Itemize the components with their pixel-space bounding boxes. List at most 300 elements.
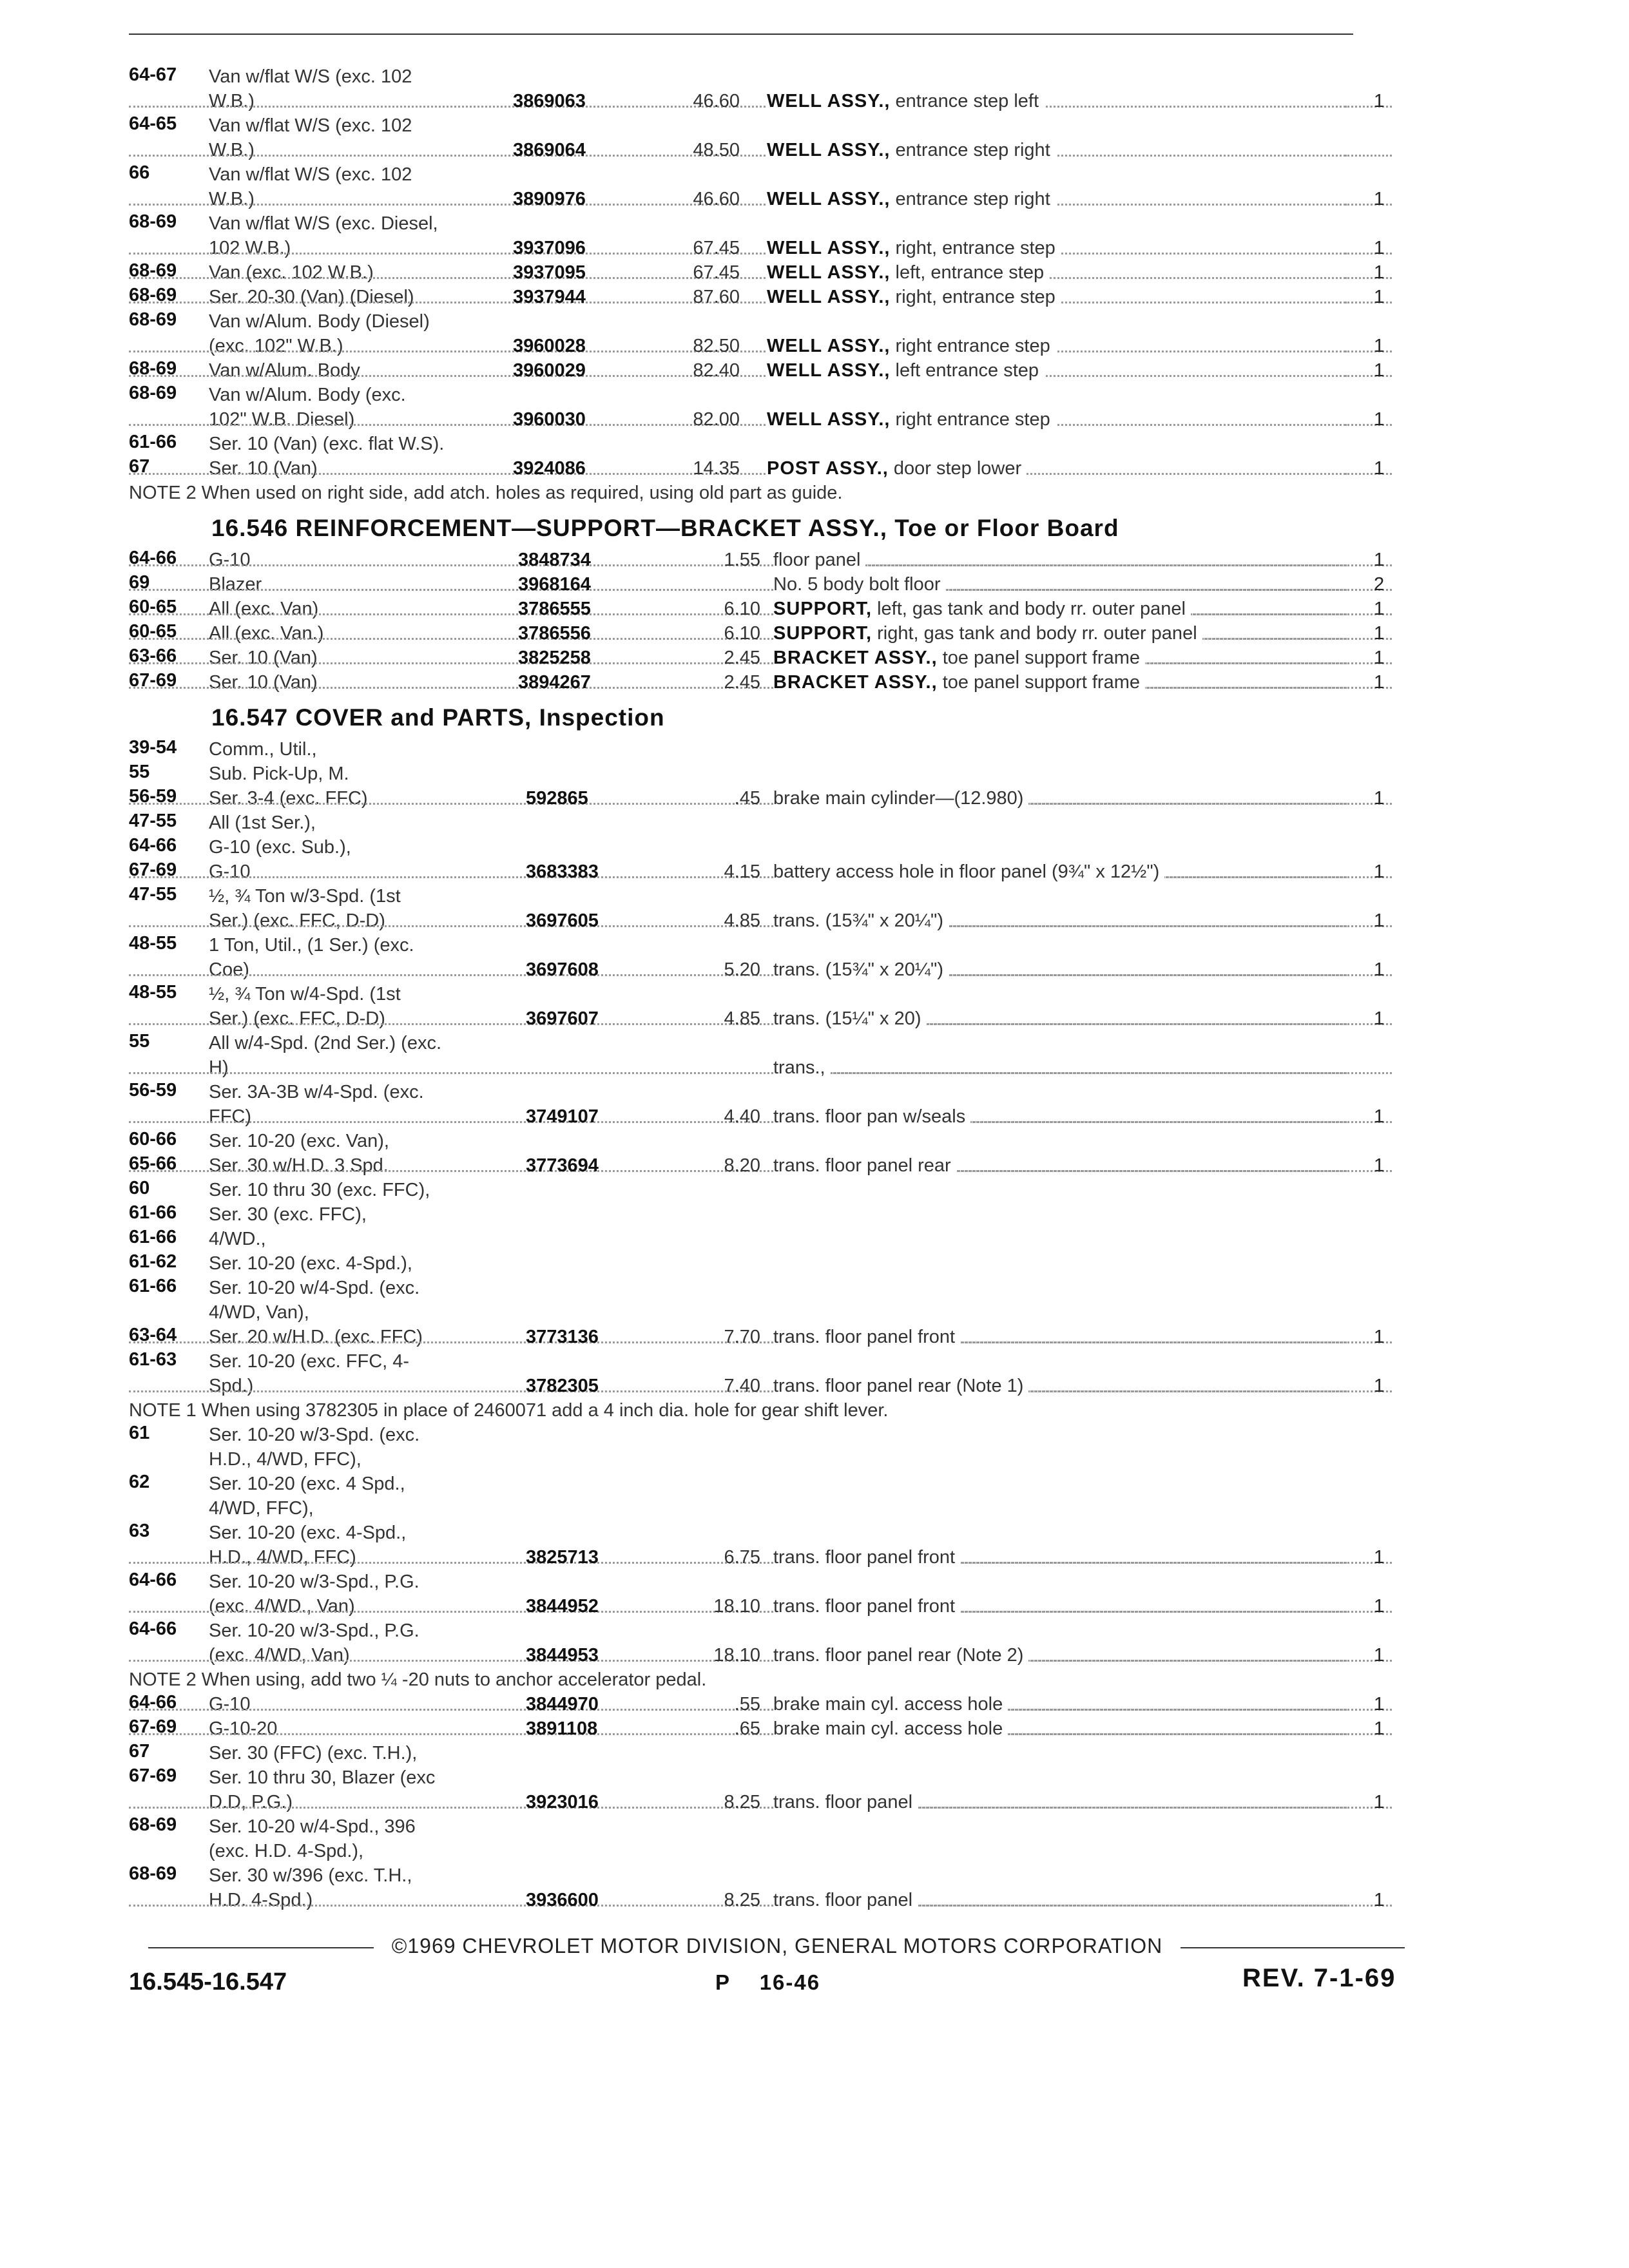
- model-application: Sub. Pick-Up, M.: [209, 764, 349, 784]
- page-number: [715, 1970, 820, 1995]
- parts-row: [129, 1178, 1392, 1202]
- model-years: 60-66: [129, 1129, 177, 1149]
- model-application: G-10: [209, 1694, 251, 1715]
- model-years: 61-66: [129, 1227, 177, 1247]
- list-price: 67.45: [693, 238, 740, 258]
- list-price: 5.20: [724, 959, 760, 980]
- model-application: ½, ¾ Ton w/4-Spd. (1st Ser.) (exc. FFC, D-D): [209, 984, 401, 1029]
- quantity: 1: [1374, 189, 1385, 209]
- part-name: WELL ASSY.,: [767, 409, 891, 430]
- list-price: 6.75: [724, 1547, 760, 1568]
- part-detail: right entrance step: [895, 336, 1050, 356]
- description-text: [773, 670, 1145, 695]
- part-description: [773, 1888, 1347, 1912]
- model-years: 64-66: [129, 1570, 177, 1590]
- parts-row: [129, 548, 1392, 572]
- list-price: 82.00: [693, 409, 740, 430]
- model-years: 47-55: [129, 811, 177, 831]
- part-number: 3697605: [526, 910, 599, 931]
- quantity: 1: [1374, 788, 1385, 809]
- part-description: [767, 187, 1347, 211]
- parts-row: [129, 1716, 1392, 1741]
- list-price: 1.55: [724, 550, 760, 570]
- part-number: 3869064: [513, 140, 586, 160]
- part-number: 3773136: [526, 1327, 599, 1347]
- parts-row: [129, 1570, 1392, 1619]
- description-text: [773, 646, 1145, 670]
- model-years: 68-69: [129, 211, 177, 232]
- part-number: 3923016: [526, 1792, 599, 1812]
- part-description: [773, 1006, 1347, 1031]
- quantity: 1: [1374, 672, 1385, 693]
- part-detail: right, gas tank and body rr. outer panel: [877, 623, 1197, 644]
- list-price: 67.45: [693, 262, 740, 283]
- quantity: 1: [1374, 1008, 1385, 1029]
- model-years: 67-69: [129, 1716, 177, 1737]
- parts-row: [129, 884, 1392, 933]
- part-description: [767, 407, 1347, 432]
- quantity: 1: [1374, 458, 1385, 479]
- model-application: Ser. 10-20 (exc. 4-Spd., H.D., 4/WD, FFC): [209, 1523, 407, 1568]
- parts-row: [129, 64, 1392, 113]
- part-number: 3782305: [526, 1376, 599, 1396]
- part-number: 3924086: [513, 458, 586, 479]
- model-years: 48-55: [129, 982, 177, 1003]
- parts-row: [129, 786, 1392, 811]
- copyright-line: ©1969 CHEVROLET MOTOR DIVISION, GENERAL MOTORS CORPORATION: [391, 1934, 1163, 1957]
- parts-row: [129, 285, 1392, 309]
- parts-row: [129, 383, 1392, 432]
- parts-row: [129, 1863, 1392, 1912]
- part-description: [773, 1790, 1347, 1814]
- part-detail: trans. floor panel: [773, 1792, 913, 1812]
- part-detail: brake main cyl. access hole: [773, 1718, 1003, 1739]
- description-text: [773, 957, 949, 982]
- part-name: WELL ASSY.,: [767, 336, 891, 356]
- part-detail: trans.,: [773, 1057, 825, 1078]
- section-note: NOTE 2 When used on right side, add atch. holes as required, using old part as guide.: [129, 483, 843, 503]
- model-years: 68-69: [129, 383, 177, 403]
- description-text: [773, 572, 946, 597]
- part-detail: trans. (15¼" x 20): [773, 1008, 921, 1029]
- model-years: 60-65: [129, 597, 177, 617]
- row-detail-line: [129, 957, 1392, 982]
- model-years: 56-59: [129, 1080, 177, 1100]
- part-detail: brake main cyl. access hole: [773, 1694, 1003, 1715]
- row-detail-line: [129, 1790, 1392, 1814]
- model-application: G-10: [209, 861, 251, 882]
- model-application: Ser. 30 w/H.D. 3 Spd.: [209, 1155, 389, 1176]
- parts-row: [129, 113, 1392, 162]
- parts-row: [129, 646, 1392, 670]
- description-text: [767, 456, 1027, 481]
- list-price: 48.50: [693, 140, 740, 160]
- quantity: 1: [1374, 599, 1385, 619]
- quantity: 1: [1374, 550, 1385, 570]
- row-detail-line: [129, 236, 1392, 260]
- row-detail-line: [129, 89, 1392, 113]
- part-name: POST ASSY.,: [767, 458, 889, 479]
- model-application: G-10-20: [209, 1718, 278, 1739]
- model-years: 56-59: [129, 786, 177, 807]
- description-text: [767, 236, 1061, 260]
- quantity: 1: [1374, 287, 1385, 307]
- model-application: Ser. 10-20 (exc. FFC, 4- Spd.): [209, 1351, 410, 1396]
- part-description: [773, 597, 1347, 621]
- model-years: 67-69: [129, 860, 177, 880]
- part-detail: left, gas tank and body rr. outer panel: [877, 599, 1186, 619]
- description-text: [773, 1325, 960, 1349]
- part-name: WELL ASSY.,: [767, 140, 891, 160]
- part-number: 3825713: [526, 1547, 599, 1568]
- model-application: G-10: [209, 550, 251, 570]
- part-number: 3960029: [513, 360, 586, 381]
- part-description: [773, 908, 1347, 933]
- model-application: Van (exc. 102 W.B.): [209, 262, 374, 283]
- list-price: 18.10: [713, 1596, 760, 1617]
- description-text: [767, 285, 1061, 309]
- model-application: Ser. 10-20 w/4-Spd., 396 (exc. H.D. 4-Spd.),: [209, 1816, 416, 1861]
- quantity: 1: [1374, 959, 1385, 980]
- model-years: 64-66: [129, 1619, 177, 1639]
- part-detail: entrance step left: [895, 91, 1039, 111]
- model-years: 68-69: [129, 285, 177, 305]
- row-detail-line: [129, 187, 1392, 211]
- description-text: [773, 1006, 927, 1031]
- part-description: [773, 1643, 1347, 1667]
- description-text: [773, 597, 1191, 621]
- quantity: 1: [1374, 623, 1385, 644]
- list-price: 46.60: [693, 91, 740, 111]
- parts-row: [129, 1692, 1392, 1716]
- part-description: [767, 89, 1347, 113]
- part-detail: entrance step right: [895, 140, 1050, 160]
- part-number: 3844953: [526, 1645, 599, 1666]
- description-text: [773, 1374, 1028, 1398]
- model-application: Van w/flat W/S (exc. 102 W.B.): [209, 66, 412, 111]
- parts-row: [129, 597, 1392, 621]
- model-application: Van w/flat W/S (exc. 102 W.B.): [209, 115, 412, 160]
- model-years: 62: [129, 1472, 150, 1492]
- row-detail-line: [129, 1692, 1392, 1716]
- model-application: Ser. 10 (Van): [209, 648, 318, 668]
- model-years: 47-55: [129, 884, 177, 905]
- inline-note: NOTE 2 When using, add two ¼ -20 nuts to anchor accelerator pedal.: [129, 1669, 707, 1690]
- model-application: Ser. 10 thru 30, Blazer (exc D.D, P.G.): [209, 1767, 436, 1812]
- row-detail-line: [129, 1055, 1392, 1080]
- model-years: 66: [129, 162, 150, 183]
- part-description: [773, 1716, 1347, 1741]
- row-detail-line: [129, 860, 1392, 884]
- part-detail: toe panel support frame: [942, 648, 1140, 668]
- model-years: 68-69: [129, 309, 177, 330]
- parts-row: [129, 309, 1392, 358]
- part-detail: brake main cylinder—(12.980): [773, 788, 1024, 809]
- part-description: [767, 285, 1347, 309]
- footer-rule-right: [1181, 1947, 1405, 1948]
- part-detail: No. 5 body bolt floor: [773, 574, 941, 595]
- quantity: 1: [1374, 1155, 1385, 1176]
- model-years: 68-69: [129, 1863, 177, 1884]
- row-detail-line: [129, 1325, 1392, 1349]
- part-number: 3773694: [526, 1155, 599, 1176]
- part-detail: trans. floor panel front: [773, 1327, 956, 1347]
- catalog-section: [129, 509, 1392, 695]
- model-application: Van w/flat W/S (exc. Diesel, 102 W.B.): [209, 213, 438, 258]
- quantity: 1: [1374, 1106, 1385, 1127]
- part-name: BRACKET ASSY.,: [773, 672, 938, 693]
- part-number: 3968164: [518, 574, 591, 595]
- model-application: Ser. 30 w/396 (exc. T.H., H.D. 4-Spd.): [209, 1865, 412, 1910]
- description-text: [767, 334, 1055, 358]
- description-text: [773, 1153, 956, 1178]
- part-number: 3844970: [526, 1694, 599, 1715]
- model-application: Ser. 30 (FFC) (exc. T.H.),: [209, 1743, 418, 1763]
- parts-row: [129, 1153, 1392, 1178]
- model-application: 4/WD.,: [209, 1229, 266, 1249]
- part-description: [773, 957, 1347, 982]
- parts-row: [129, 456, 1392, 481]
- parts-row: [129, 1472, 1392, 1521]
- row-detail-line: [129, 358, 1392, 383]
- quantity: 1: [1374, 238, 1385, 258]
- part-description: [767, 334, 1347, 358]
- description-text: [773, 1888, 918, 1912]
- parts-row: [129, 1251, 1392, 1276]
- parts-row: [129, 1349, 1392, 1398]
- list-price: 2.45: [724, 672, 760, 693]
- list-price: 7.70: [724, 1327, 760, 1347]
- quantity: 1: [1374, 1718, 1385, 1739]
- list-price: 4.40: [724, 1106, 760, 1127]
- part-description: [773, 1545, 1347, 1570]
- part-number: 3894267: [518, 672, 591, 693]
- model-years: 68-69: [129, 260, 177, 281]
- part-number: 3937096: [513, 238, 586, 258]
- part-number: 3960030: [513, 409, 586, 430]
- part-number: 3786556: [518, 623, 591, 644]
- parts-row: [129, 260, 1392, 285]
- part-detail: trans. floor panel front: [773, 1596, 956, 1617]
- description-text: [767, 138, 1055, 162]
- parts-row: [129, 1202, 1392, 1227]
- model-years: 64-65: [129, 113, 177, 134]
- quantity: 1: [1374, 861, 1385, 882]
- model-years: 48-55: [129, 933, 177, 954]
- parts-row: [129, 1765, 1392, 1814]
- part-number: 3937944: [513, 287, 586, 307]
- model-application: Ser. 20-30 (Van) (Diesel): [209, 287, 414, 307]
- row-detail-line: [129, 1716, 1392, 1741]
- model-years: 67-69: [129, 670, 177, 691]
- model-years: 63: [129, 1521, 150, 1541]
- quantity: 1: [1374, 409, 1385, 430]
- parts-row: [129, 933, 1392, 982]
- row-detail-line: [129, 138, 1392, 162]
- row-detail-line: [129, 786, 1392, 811]
- part-number: 3936600: [526, 1890, 599, 1910]
- model-application: All w/4-Spd. (2nd Ser.) (exc. H): [209, 1033, 442, 1078]
- description-text: [767, 358, 1044, 383]
- quantity: 1: [1374, 262, 1385, 283]
- description-text: [773, 860, 1164, 884]
- part-number: 3890976: [513, 189, 586, 209]
- model-years: 60: [129, 1178, 150, 1198]
- section-title: 16.546 REINFORCEMENT—SUPPORT—BRACKET ASSY., Toe or Floor Board: [211, 515, 1119, 541]
- quantity: 1: [1374, 910, 1385, 931]
- model-application: Ser. 10-20 w/3-Spd., P.G. (exc. 4/WD, Van): [209, 1620, 419, 1666]
- list-price: 82.40: [693, 360, 740, 381]
- part-detail: left entrance step: [895, 360, 1039, 381]
- part-detail: right, entrance step: [895, 287, 1055, 307]
- part-description: [773, 621, 1347, 646]
- quantity: 1: [1374, 1547, 1385, 1568]
- list-price: 8.25: [724, 1792, 760, 1812]
- model-application: Blazer: [209, 574, 262, 595]
- part-detail: trans. floor panel rear: [773, 1155, 951, 1176]
- parts-row: [129, 762, 1392, 786]
- model-application: Van w/Alum. Body (Diesel) (exc. 102" W.B.): [209, 311, 430, 356]
- row-detail-line: [129, 1643, 1392, 1667]
- model-years: 64-66: [129, 1692, 177, 1713]
- model-application: Ser. 10-20 (exc. Van),: [209, 1131, 389, 1151]
- row-detail-line: [129, 621, 1392, 646]
- model-years: 67-69: [129, 1765, 177, 1786]
- row-detail-line: [129, 597, 1392, 621]
- quantity: 1: [1374, 336, 1385, 356]
- model-years: 61-66: [129, 1276, 177, 1296]
- quantity: 1: [1374, 360, 1385, 381]
- model-application: Van w/Alum. Body: [209, 360, 360, 381]
- part-description: [767, 138, 1347, 162]
- part-description: [773, 548, 1347, 572]
- catalog-section: [129, 698, 1392, 1912]
- part-detail: toe panel support frame: [942, 672, 1140, 693]
- parts-catalog-body: [129, 64, 1392, 1912]
- parts-row: [129, 737, 1392, 762]
- model-years: 65-66: [129, 1153, 177, 1174]
- part-detail: trans. floor pan w/seals: [773, 1106, 966, 1127]
- part-name: SUPPORT,: [773, 599, 872, 619]
- model-application: ½, ¾ Ton w/3-Spd. (1st Ser.) (exc. FFC, D-D): [209, 886, 401, 931]
- parts-row: [129, 860, 1392, 884]
- part-description: [773, 1055, 1347, 1080]
- part-number: 3937095: [513, 262, 586, 283]
- row-detail-line: [129, 334, 1392, 358]
- list-price: 46.60: [693, 189, 740, 209]
- parts-row: [129, 1521, 1392, 1570]
- part-number: 3697607: [526, 1008, 599, 1029]
- parts-row: [129, 1325, 1392, 1349]
- model-application: All (exc. Van): [209, 599, 319, 619]
- part-name: WELL ASSY.,: [767, 238, 891, 258]
- quantity: 1: [1374, 1327, 1385, 1347]
- part-detail: trans. (15¾" x 20¼"): [773, 910, 943, 931]
- model-application: Comm., Util.,: [209, 739, 317, 760]
- list-price: 6.10: [724, 599, 760, 619]
- part-description: [767, 236, 1347, 260]
- part-detail: floor panel: [773, 550, 861, 570]
- part-number: 592865: [526, 788, 588, 809]
- model-application: G-10 (exc. Sub.),: [209, 837, 351, 858]
- description-text: [767, 89, 1044, 113]
- part-detail: entrance step right: [895, 189, 1050, 209]
- model-years: 67: [129, 456, 150, 477]
- list-price: 6.10: [724, 623, 760, 644]
- model-years: 55: [129, 762, 150, 782]
- part-description: [773, 1104, 1347, 1129]
- description-text: [773, 1545, 960, 1570]
- part-name: WELL ASSY.,: [767, 360, 891, 381]
- list-price: 2.45: [724, 648, 760, 668]
- quantity: 1: [1374, 91, 1385, 111]
- list-price: .65: [734, 1718, 760, 1739]
- row-detail-line: [129, 1104, 1392, 1129]
- parts-row: [129, 1080, 1392, 1129]
- part-detail: right, entrance step: [895, 238, 1055, 258]
- model-years: 61-66: [129, 432, 177, 452]
- model-years: 55: [129, 1031, 150, 1052]
- model-years: 68-69: [129, 1814, 177, 1835]
- part-detail: trans. floor panel rear (Note 2): [773, 1645, 1024, 1666]
- parts-row: [129, 1423, 1392, 1472]
- part-detail: trans. floor panel rear (Note 1): [773, 1376, 1024, 1396]
- parts-row: [129, 670, 1392, 695]
- part-description: [773, 1325, 1347, 1349]
- part-number: 3697608: [526, 959, 599, 980]
- row-detail-line: [129, 285, 1392, 309]
- part-number: 3749107: [526, 1106, 599, 1127]
- list-price: .45: [734, 788, 760, 809]
- quantity: 1: [1374, 648, 1385, 668]
- quantity: 1: [1374, 1376, 1385, 1396]
- section-title: 16.547 COVER and PARTS, Inspection: [211, 704, 665, 731]
- description-text: [773, 548, 865, 572]
- model-application: Van w/Alum. Body (exc. 102" W.B. Diesel): [209, 385, 406, 430]
- model-years: 68-69: [129, 358, 177, 379]
- parts-row: [129, 1031, 1392, 1080]
- list-price: 4.15: [724, 861, 760, 882]
- quantity: 1: [1374, 1890, 1385, 1910]
- model-years: 64-66: [129, 548, 177, 568]
- description-text: [773, 786, 1028, 811]
- row-detail-line: [129, 670, 1392, 695]
- part-number: 3786555: [518, 599, 591, 619]
- list-price: 18.10: [713, 1645, 760, 1666]
- quantity: 1: [1374, 1792, 1385, 1812]
- model-years: 61: [129, 1423, 150, 1443]
- description-text: [773, 1104, 970, 1129]
- row-detail-line: [129, 572, 1392, 597]
- part-description: [767, 260, 1347, 285]
- list-price: 8.20: [724, 1155, 760, 1176]
- description-text: [773, 1716, 1008, 1741]
- quantity: 2: [1374, 574, 1385, 595]
- model-application: Ser. 3-4 (exc. FFC): [209, 788, 368, 809]
- quantity: 1: [1374, 1645, 1385, 1666]
- model-application: Ser. 10-20 w/3-Spd., P.G. (exc. 4/WD., Van): [209, 1571, 419, 1617]
- model-years: 64-67: [129, 64, 177, 85]
- part-number: 3891108: [526, 1718, 598, 1739]
- description-leader: [773, 1072, 1347, 1074]
- description-text: [767, 260, 1049, 285]
- part-name: WELL ASSY.,: [767, 287, 891, 307]
- part-name: SUPPORT,: [773, 623, 872, 644]
- model-application: 1 Ton, Util., (1 Ser.) (exc. Coe): [209, 935, 414, 980]
- part-description: [773, 1692, 1347, 1716]
- list-price: 14.35: [693, 458, 740, 479]
- row-detail-line: [129, 1594, 1392, 1619]
